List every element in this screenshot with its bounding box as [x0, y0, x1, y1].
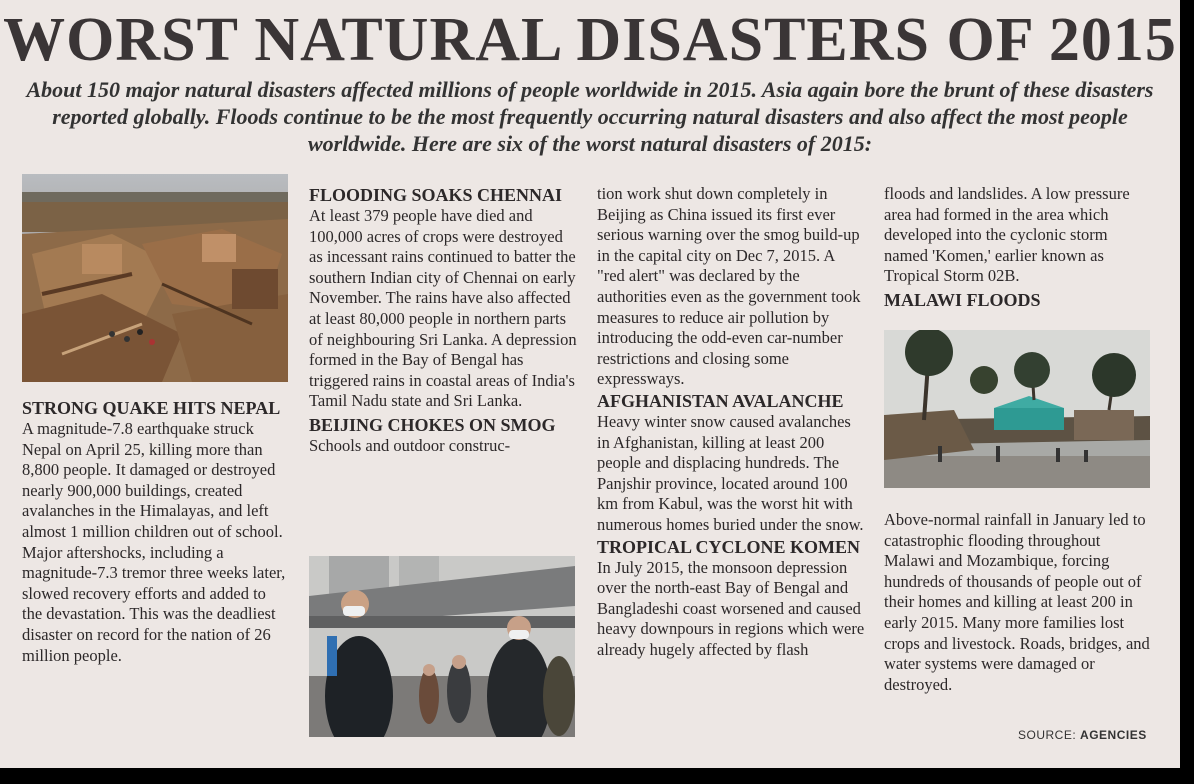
- nepal-body: A magnitude-7.8 earthquake struck Nepal on April 25, killing more than 8,800 people. It damaged or destroyed nearly 900,000 buildings, created avalanches in the Himalayas, and left almost 1 million children out of school. Major aftershocks, including a magnitude-7.3 tremor three weeks later, slowed recovery efforts and added to the devastation. This was the deadliest disaster on record for the nation of 26 million people.: [22, 419, 286, 665]
- afghan-komen-column: [597, 184, 865, 660]
- komen-body-continued: floods and landslides. A low pressure area had formed in the area which developed into the cyclonic storm named 'Komen,' earlier known as Tropical Storm 02B.: [884, 184, 1130, 286]
- nepal-earthquake-photo: [22, 174, 288, 382]
- beijing-body-start: Schools and outdoor construc-: [309, 435, 511, 455]
- nepal-article: [22, 397, 288, 666]
- beijing-body-continued: tion work shut down completely in Beijing as China issued its first ever serious warning over the smog build-up in the capital city on Dec 7, 2015. A "red alert" was declared by the authorities even as the government took measures to reduce air pollution by introducing the odd-even car-number restrictions and closing some expressways.: [597, 184, 861, 389]
- source-label: SOURCE:: [1018, 728, 1077, 742]
- chennai-beijing-column: [309, 184, 577, 457]
- intro-paragraph: About 150 major natural disasters affected millions of people worldwide in 2015. Asia again bore the brunt of these disasters reported globally. Floods continue to be the most frequently occurring natural disasters and also affect the most people worldwide. Here are six of the worst natural disasters of 2015:: [26, 77, 1154, 156]
- page-title: WORST NATURAL DISASTERS OF 2015: [3, 6, 1177, 74]
- beijing-heading: BEIJING CHOKES ON SMOG: [309, 414, 556, 435]
- beijing-smog-photo: [309, 556, 575, 737]
- malawi-article: [884, 510, 1154, 695]
- afghanistan-body: Heavy winter snow caused avalanches in Afghanistan, killing at least 200 people and displacing hundreds. The Panjshir province, located around 100 km from Kabul, was the worst hit with numerous homes buried under the snow.: [597, 411, 864, 534]
- afghanistan-heading: AFGHANISTAN AVALANCHE: [597, 390, 844, 411]
- chennai-body: At least 379 people have died and 100,000 acres of crops were destroyed as incessant rains continued to batter the southern Indian city of Chennai on early November. The rains have also affected at least 80,000 people in northern parts of neighbouring Sri Lanka. A depression formed in the Bay of Bengal has triggered rains in coastal areas of India's Tamil Nadu state and Sri Lanka.: [309, 206, 577, 411]
- komen-malawi-column: [884, 184, 1154, 311]
- komen-body-start: In July 2015, the monsoon depression over the north-east Bay of Bengal and Bangladeshi coast worsened and caused heavy downpours in regions which were already hugely affected by flash: [597, 557, 865, 659]
- malawi-body: Above-normal rainfall in January led to catastrophic flooding throughout Malawi and Mozambique, forcing hundreds of thousands of people out of their homes and killing at least 200 in early 2015. Many more families lost crops and livestock. Roads, bridges, and water systems were damaged or destroyed.: [884, 510, 1150, 694]
- malawi-floods-photo: [884, 330, 1150, 488]
- source-value: AGENCIES: [1080, 728, 1147, 742]
- malawi-heading: MALAWI FLOODS: [884, 289, 1041, 310]
- source-credit: [1018, 728, 1147, 742]
- komen-heading: TROPICAL CYCLONE KOMEN: [597, 536, 861, 557]
- chennai-heading: FLOODING SOAKS CHENNAI: [309, 185, 563, 205]
- nepal-heading: STRONG QUAKE HITS NEPAL: [22, 398, 281, 418]
